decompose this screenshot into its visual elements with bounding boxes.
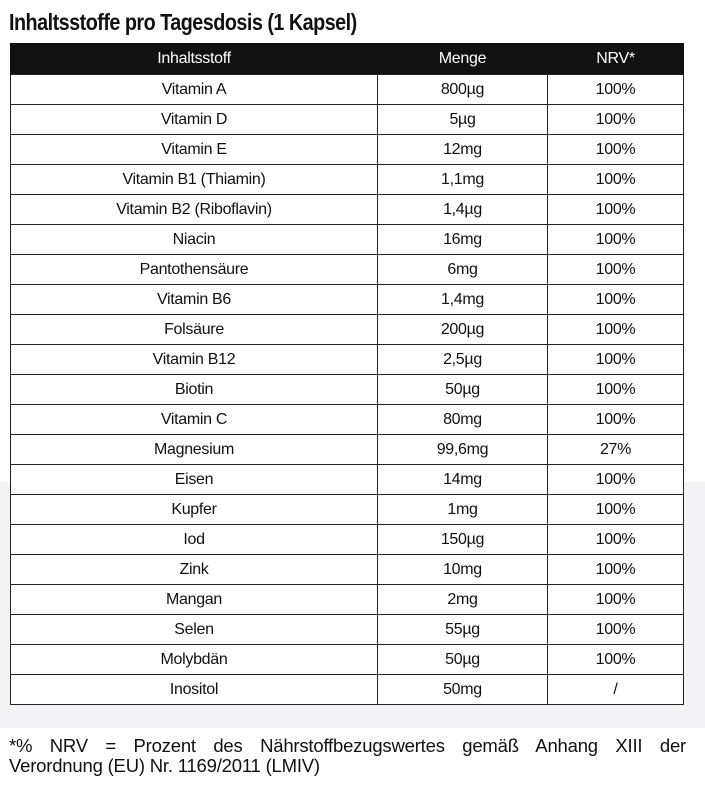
column-header-amount: Menge: [378, 43, 548, 75]
table-row: [11, 645, 684, 675]
cell-nrv: 100%: [548, 195, 684, 225]
cell-amount: 1mg: [378, 495, 548, 525]
cell-nrv: 100%: [548, 645, 684, 675]
table-row: [11, 585, 684, 615]
cell-nrv: 100%: [548, 75, 684, 105]
cell-ingredient: Vitamin A: [11, 75, 378, 105]
cell-nrv: 100%: [548, 495, 684, 525]
table-row: [11, 555, 684, 585]
cell-nrv: 100%: [548, 165, 684, 195]
cell-nrv: 100%: [548, 105, 684, 135]
cell-amount: 2mg: [378, 585, 548, 615]
column-header-nrv: NRV*: [548, 43, 684, 75]
cell-amount: 99,6mg: [378, 435, 548, 465]
cell-ingredient: Inositol: [11, 675, 378, 705]
cell-ingredient: Vitamin E: [11, 135, 378, 165]
page-title: Inhaltsstoffe pro Tagesdosis (1 Kapsel): [9, 9, 357, 35]
table-row: [11, 315, 684, 345]
table-row: [11, 435, 684, 465]
nutrient-table: [10, 43, 684, 705]
cell-ingredient: Niacin: [11, 225, 378, 255]
cell-ingredient: Vitamin C: [11, 405, 378, 435]
cell-nrv: 100%: [548, 525, 684, 555]
cell-amount: 1,1mg: [378, 165, 548, 195]
cell-nrv: /: [548, 675, 684, 705]
cell-nrv: 100%: [548, 315, 684, 345]
cell-ingredient: Eisen: [11, 465, 378, 495]
table-header: [11, 43, 684, 75]
cell-nrv: 100%: [548, 225, 684, 255]
cell-ingredient: Selen: [11, 615, 378, 645]
table-body: [11, 75, 684, 705]
cell-amount: 150µg: [378, 525, 548, 555]
table-row: [11, 375, 684, 405]
cell-amount: 5µg: [378, 105, 548, 135]
footnote: [9, 736, 686, 776]
cell-ingredient: Vitamin D: [11, 105, 378, 135]
table-row: [11, 225, 684, 255]
cell-ingredient: Vitamin B2 (Riboflavin): [11, 195, 378, 225]
cell-ingredient: Vitamin B6: [11, 285, 378, 315]
cell-ingredient: Iod: [11, 525, 378, 555]
cell-nrv: 100%: [548, 465, 684, 495]
cell-ingredient: Vitamin B1 (Thiamin): [11, 165, 378, 195]
cell-amount: 50mg: [378, 675, 548, 705]
table-row: [11, 285, 684, 315]
cell-nrv: 100%: [548, 135, 684, 165]
cell-nrv: 100%: [548, 255, 684, 285]
cell-amount: 200µg: [378, 315, 548, 345]
cell-amount: 2,5µg: [378, 345, 548, 375]
cell-amount: 10mg: [378, 555, 548, 585]
cell-nrv: 100%: [548, 585, 684, 615]
cell-ingredient: Biotin: [11, 375, 378, 405]
cell-nrv: 100%: [548, 405, 684, 435]
table-row: [11, 195, 684, 225]
table-row: [11, 105, 684, 135]
cell-nrv: 27%: [548, 435, 684, 465]
table-row: [11, 135, 684, 165]
cell-amount: 1,4mg: [378, 285, 548, 315]
cell-ingredient: Folsäure: [11, 315, 378, 345]
cell-amount: 6mg: [378, 255, 548, 285]
cell-amount: 14mg: [378, 465, 548, 495]
cell-ingredient: Kupfer: [11, 495, 378, 525]
cell-nrv: 100%: [548, 615, 684, 645]
cell-amount: 1,4µg: [378, 195, 548, 225]
cell-nrv: 100%: [548, 285, 684, 315]
table-header-row: [11, 43, 684, 75]
table-row: [11, 465, 684, 495]
cell-ingredient: Vitamin B12: [11, 345, 378, 375]
table-row: [11, 495, 684, 525]
table-row: [11, 165, 684, 195]
table-row: [11, 525, 684, 555]
column-header-ingredient: Inhaltsstoff: [11, 43, 378, 75]
cell-nrv: 100%: [548, 345, 684, 375]
footnote-line-2: Verordnung (EU) Nr. 1169/2011 (LMIV): [9, 755, 320, 776]
table-row: [11, 615, 684, 645]
footnote-line-1: *% NRV = Prozent des Nährstoffbezugswertes gemäß Anhang XIII der: [9, 735, 686, 756]
cell-ingredient: Pantothensäure: [11, 255, 378, 285]
cell-amount: 800µg: [378, 75, 548, 105]
cell-amount: 16mg: [378, 225, 548, 255]
table-row: [11, 405, 684, 435]
cell-ingredient: Molybdän: [11, 645, 378, 675]
cell-ingredient: Mangan: [11, 585, 378, 615]
cell-ingredient: Magnesium: [11, 435, 378, 465]
table-row: [11, 345, 684, 375]
cell-amount: 55µg: [378, 615, 548, 645]
cell-nrv: 100%: [548, 375, 684, 405]
cell-nrv: 100%: [548, 555, 684, 585]
cell-ingredient: Zink: [11, 555, 378, 585]
cell-amount: 50µg: [378, 645, 548, 675]
table-row: [11, 675, 684, 705]
table-row: [11, 255, 684, 285]
cell-amount: 80mg: [378, 405, 548, 435]
cell-amount: 12mg: [378, 135, 548, 165]
table-row: [11, 75, 684, 105]
cell-amount: 50µg: [378, 375, 548, 405]
